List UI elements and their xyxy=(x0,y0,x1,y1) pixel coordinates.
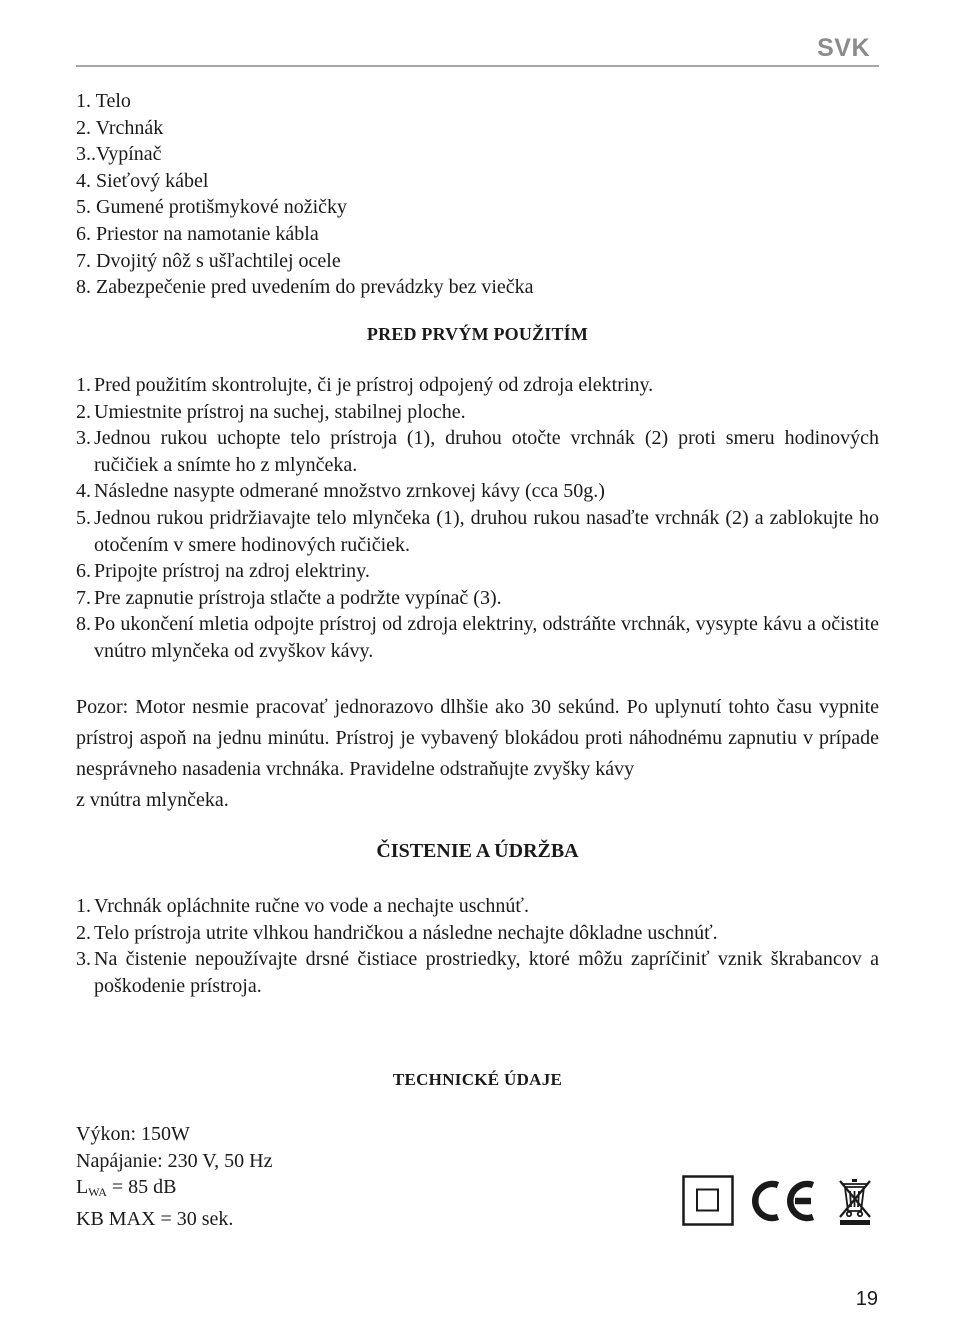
warning-note-last-line: z vnútra mlynčeka. xyxy=(76,789,229,811)
parts-item: 3..Vypínač xyxy=(76,143,162,166)
section-heading-cleaning: ČISTENIE A ÚDRŽBA xyxy=(376,840,579,862)
certification-marks xyxy=(682,1175,876,1227)
step-item: 3. Na čistenie nepoužívajte drsné čistiace prostriedky, ktoré môžu zapríčiniť vznik škrabancov a poškodenie prístroja. xyxy=(76,948,879,997)
spec-power: Výkon: 150W xyxy=(76,1123,190,1145)
warning-note-text: Pozor: Motor nesmie pracovať jednorazovo dlhšie ako 30 sekúnd. Po uplynutí tohto času vypnite prístroj aspoň na jednu minútu. Prístroj je vybavený blokádou proti náhodnému zapnutiu v prípade nesprávneho nasadenia vrchnáka. Pravidelne odstraňujte zvyšky kávy xyxy=(76,696,879,780)
step-item: 6. Pripojte prístroj na zdroj elektriny. xyxy=(76,560,370,583)
parts-list xyxy=(76,88,879,301)
parts-item: 8. Zabezpečenie pred uvedením do prevádzky bez viečka xyxy=(76,276,534,299)
ce-mark-icon xyxy=(755,1184,813,1218)
cleaning-steps xyxy=(76,893,879,999)
parts-item: 7. Dvojitý nôž s ušľachtilej ocele xyxy=(76,249,341,272)
spec-supply: Napájanie: 230 V, 50 Hz xyxy=(76,1149,273,1172)
parts-item: 1. Telo xyxy=(76,90,131,112)
weee-crossed-bin-icon xyxy=(840,1179,870,1225)
step-item: 7. Pre zapnutie prístroja stlačte a podržte vypínač (3). xyxy=(76,586,502,609)
step-item: 4. Následne nasypte odmerané množstvo zrnkovej kávy (cca 50g.) xyxy=(76,480,605,503)
parts-item: 5. Gumené protišmykové nožičky xyxy=(76,196,348,219)
step-item: 3. Jednou rukou uchopte telo prístroja (1), druhou otočte vrchnák (2) proti smeru hodinových ručičiek a snímte ho z mlynčeka. xyxy=(76,427,879,476)
language-code: SVK xyxy=(817,34,870,62)
spec-noise: $L_{WA} = 85$ dB xyxy=(76,1176,177,1200)
class-ii-double-insulation-icon xyxy=(684,1177,733,1225)
step-item: 2. Telo prístroja utrite vlhkou handričkou a následne nechajte dôkladne uschnúť. xyxy=(76,921,718,944)
page-number: 19 xyxy=(855,1288,878,1310)
header-rule xyxy=(76,65,879,67)
step-item: 5. Jednou rukou pridržiavajte telo mlynčeka (1), druhou rukou nasaďte vrchnák (2) a zablokujte ho otočením v smere hodinových ručičiek. xyxy=(76,506,879,556)
step-item: 8. Po ukončení mletia odpojte prístroj od zdroja elektriny, odstráňte vrchnák, vysypte kávu a očistite vnútro mlynčeka od zvyškov kávy. xyxy=(76,613,879,662)
step-item: 1. Vrchnák opláchnite ručne vo vode a nechajte uschnúť. xyxy=(76,895,529,917)
warning-note xyxy=(76,692,879,816)
before-use-steps xyxy=(76,372,879,665)
parts-item: 4. Sieťový kábel xyxy=(76,169,209,192)
section-heading-specs: TECHNICKÉ ÚDAJE xyxy=(392,1070,563,1089)
parts-item: 6. Priestor na namotanie kábla xyxy=(76,222,319,245)
step-item: 1. Pred použitím skontrolujte, či je prístroj odpojený od zdroja elektriny. xyxy=(76,374,654,396)
step-item: 2. Umiestnite prístroj na suchej, stabilnej ploche. xyxy=(76,400,466,423)
parts-item: 2. Vrchnák xyxy=(76,116,164,139)
spec-kb-max: KB MAX = 30 sek. xyxy=(76,1207,234,1230)
section-heading-before-use: PRED PRVÝM POUŽITÍM xyxy=(366,324,589,344)
